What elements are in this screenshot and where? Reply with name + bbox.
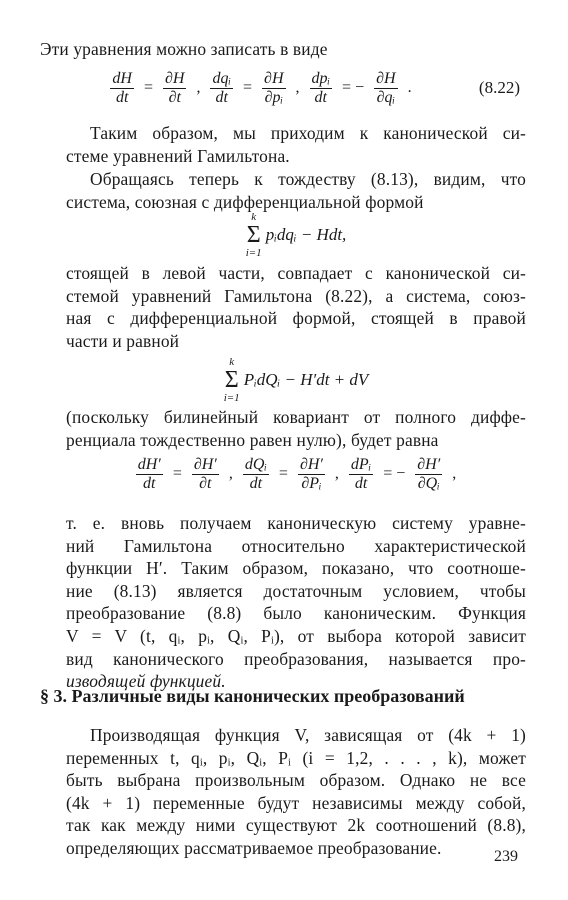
fraction: $\frac{\partial H'}{\text{∂Qᵢ}}$ bbox=[417, 455, 441, 492]
section-heading: § 3. Различные виды канонических преобразований bbox=[40, 686, 465, 706]
text-line: изводящей функцией. bbox=[66, 671, 226, 692]
text-line: ная с дифференциальной формой, стоящей в правой bbox=[66, 308, 526, 329]
fraction: $\frac{\text{dQᵢ}}{dt}$ bbox=[244, 455, 267, 492]
text-line: быть выбрана произвольным образом. Однако не все bbox=[66, 770, 526, 791]
text-line: стоящей в левой части, совпадает с канонической си- bbox=[66, 263, 526, 283]
fraction: $\frac{\partial H}{\text{∂pᵢ}}$ bbox=[264, 69, 284, 106]
text-line: Обращаясь теперь к тождеству (8.13), видим, что bbox=[90, 169, 526, 189]
paragraph-left-part bbox=[66, 262, 526, 352]
sum-symbol: k Σ i=1 bbox=[245, 211, 262, 259]
sum-expression: pᵢdqᵢ − Hdt, bbox=[265, 225, 347, 244]
fraction: $\frac{\partial H'}{\text{∂Pᵢ}}$ bbox=[299, 455, 323, 492]
text-line: вид канонического преобразования, называется про- bbox=[66, 648, 526, 669]
text-line: стемой уравнений Гамильтона (8.22), а система, союз- bbox=[66, 285, 526, 306]
fraction: $\frac{\text{dpᵢ}}{dt}$ bbox=[311, 69, 331, 106]
fraction: $\frac{\text{dqᵢ}}{dt}$ bbox=[212, 69, 232, 106]
text-line: переменных t, qᵢ, pᵢ, Qᵢ, Pᵢ (i = 1,2, . . . , k), может bbox=[66, 747, 526, 768]
sum-form-1 bbox=[66, 205, 526, 265]
text-line: так как между ними существуют 2k соотношений (8.8), bbox=[66, 815, 526, 836]
sum-expression: PᵢdQᵢ − H′dt + dV bbox=[243, 370, 369, 389]
text-line: преобразование (8.8) было каноническим. Функция bbox=[66, 603, 526, 624]
text-line: Производящая функция V, зависящая от (4k + 1) bbox=[90, 725, 526, 745]
paragraph-generating-function bbox=[66, 512, 526, 693]
text-line: стеме уравнений Гамильтона. bbox=[66, 145, 290, 166]
text-line: система, союзная с дифференциальной формой bbox=[66, 191, 424, 212]
paragraph-hamilton-system bbox=[66, 122, 526, 167]
sum-form-2 bbox=[66, 350, 526, 410]
text-line: (4k + 1) переменные будут независимы между собой, bbox=[66, 792, 526, 813]
paragraph-bilinear bbox=[66, 406, 526, 451]
sum-symbol: k Σ i=1 bbox=[223, 356, 240, 404]
text-line: Таким образом, мы приходим к канонической си- bbox=[90, 123, 526, 143]
fraction: $\frac{dH'}{dt}$ bbox=[137, 455, 161, 492]
text-line: Эти уравнения можно записать в виде bbox=[40, 39, 328, 59]
equation-transformed: $\frac{dH'}{dt}$ = $\frac{\partial H'}{\partial t}$ , $\frac{\text{dQᵢ}}{dt}$ = $\frac{\partial H'}{\text{∂Pᵢ}}$ , $\frac{\text{dPᵢ}}{dt}$ = − $\frac{\partial H'}{\text{∂Qᵢ}}$ , bbox=[137, 455, 457, 492]
text-line: части и равной bbox=[66, 330, 180, 351]
text-line: функции H′. Таким образом, показано, что соотноше- bbox=[66, 558, 526, 579]
equation-8-22: $\frac{dH}{dt}$ = $\frac{\partial H}{\partial t}$ , $\frac{\text{dqᵢ}}{dt}$ = $\frac{\partial H}{\text{∂pᵢ}}$ , $\frac{\text{dpᵢ}}{dt}$ = − $\frac{\partial H}{\text{∂qᵢ}}$ . (8.22) bbox=[112, 69, 520, 106]
text-line: т. е. вновь получаем каноническую систему уравне- bbox=[66, 513, 526, 533]
text-line: определяющих рассматриваемое преобразование. bbox=[66, 837, 442, 858]
paragraph-intro bbox=[40, 38, 526, 61]
equation-number: (8.22) bbox=[478, 78, 520, 97]
text-line: V = V (t, qᵢ, pᵢ, Qᵢ, Pᵢ), от выбора которой зависит bbox=[66, 625, 526, 646]
text-line: (поскольку билинейный ковариант от полного диффе- bbox=[66, 407, 526, 427]
fraction: $\frac{\partial H}{\text{∂qᵢ}}$ bbox=[376, 69, 396, 106]
text-line: ренциала тождественно равен нулю), будет равна bbox=[66, 429, 439, 450]
text-line: ний Гамильтона относительно характеристической bbox=[66, 535, 526, 556]
paragraph-section-3 bbox=[66, 724, 526, 860]
fraction: $\frac{\partial H}{\partial t}$ bbox=[165, 69, 185, 106]
page-number: 239 bbox=[494, 848, 518, 865]
fraction: $\frac{\partial H'}{\partial t}$ bbox=[193, 455, 217, 492]
text-line: ние (8.13) является достаточным условием, чтобы bbox=[66, 580, 526, 601]
fraction: $\frac{\text{dPᵢ}}{dt}$ bbox=[350, 455, 372, 492]
fraction: $\frac{dH}{dt}$ bbox=[112, 69, 132, 106]
